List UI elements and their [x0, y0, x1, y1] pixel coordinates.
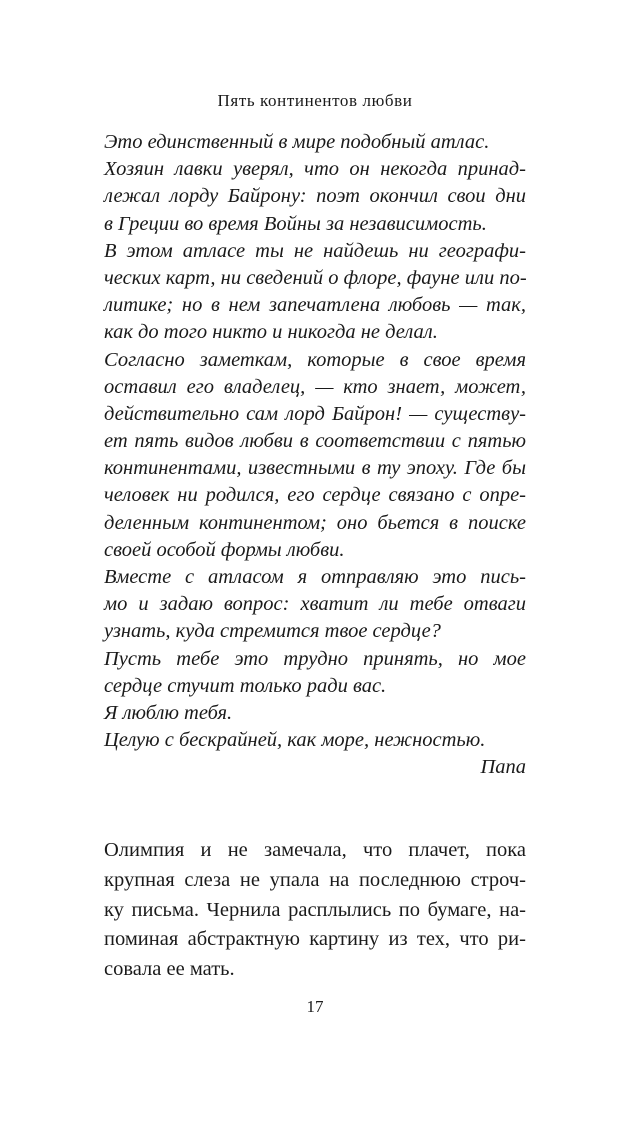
letter-line: Хозяин лавки уверял, что он некогда принад-: [104, 158, 526, 181]
narration-line: крупная слеза не упала на последнюю строч-: [104, 868, 526, 891]
page-number: 17: [306, 997, 324, 1016]
letter-line: сердце стучит только ради вас.: [104, 674, 387, 697]
running-head: Пять континентов любви: [217, 91, 413, 110]
letter-line: действительно сам лорд Байрон! — существу-: [104, 402, 526, 425]
letter-text: [104, 129, 526, 782]
letter-line: в Греции во время Войны за независимость.: [104, 212, 487, 235]
letter-line: оставил его владелец, — кто знает, может,: [104, 375, 526, 398]
letter-line: ет пять видов любви в соответствии с пятью: [104, 430, 526, 453]
letter-line: Пусть тебе это трудно принять, но мое: [104, 647, 526, 670]
letter-line: мо и задаю вопрос: хватит ли тебе отваги: [104, 593, 526, 616]
narration-line: поминая абстрактную картину из тех, что ри-: [104, 928, 526, 951]
letter-line: континентами, известными в ту эпоху. Где бы: [104, 457, 526, 480]
narration-line: Олимпия и не замечала, что плачет, пока: [104, 839, 526, 861]
letter-line: Согласно заметкам, которые в свое время: [104, 348, 526, 371]
letter-line: лежал лорду Байрону: поэт окончил свои дни: [104, 185, 526, 208]
letter-line: Это единственный в мире подобный атлас.: [104, 131, 490, 153]
letter-signature: Папа: [480, 756, 526, 779]
letter-line: деленным континентом; оно бьется в поиске: [104, 511, 526, 534]
letter-line: литике; но в нем запечатлена любовь — так,: [104, 294, 526, 317]
letter-line: Целую с бескрайней, как море, нежностью.: [104, 729, 486, 752]
letter-line: своей особой формы любви.: [104, 538, 345, 561]
letter-line: Я люблю тебя.: [104, 701, 233, 724]
narration-line: ку письма. Чернила расплылись по бумаге, на-: [104, 898, 526, 921]
letter-line: человек ни родился, его сердце связано с опре-: [104, 484, 526, 507]
narration-line: совала ее мать.: [104, 958, 235, 981]
letter-line: В этом атласе ты не найдешь ни географи-: [104, 239, 526, 262]
letter-line: Вместе с атласом я отправляю это пись-: [104, 566, 526, 588]
letter-line: ческих карт, ни сведений о флоре, фауне или по-: [104, 266, 527, 289]
narration-paragraph: [104, 836, 526, 985]
book-page: [104, 0, 526, 1122]
letter-line: узнать, куда стремится твое сердце?: [104, 620, 441, 643]
letter-line: как до того никто и никогда не делал.: [104, 321, 438, 344]
